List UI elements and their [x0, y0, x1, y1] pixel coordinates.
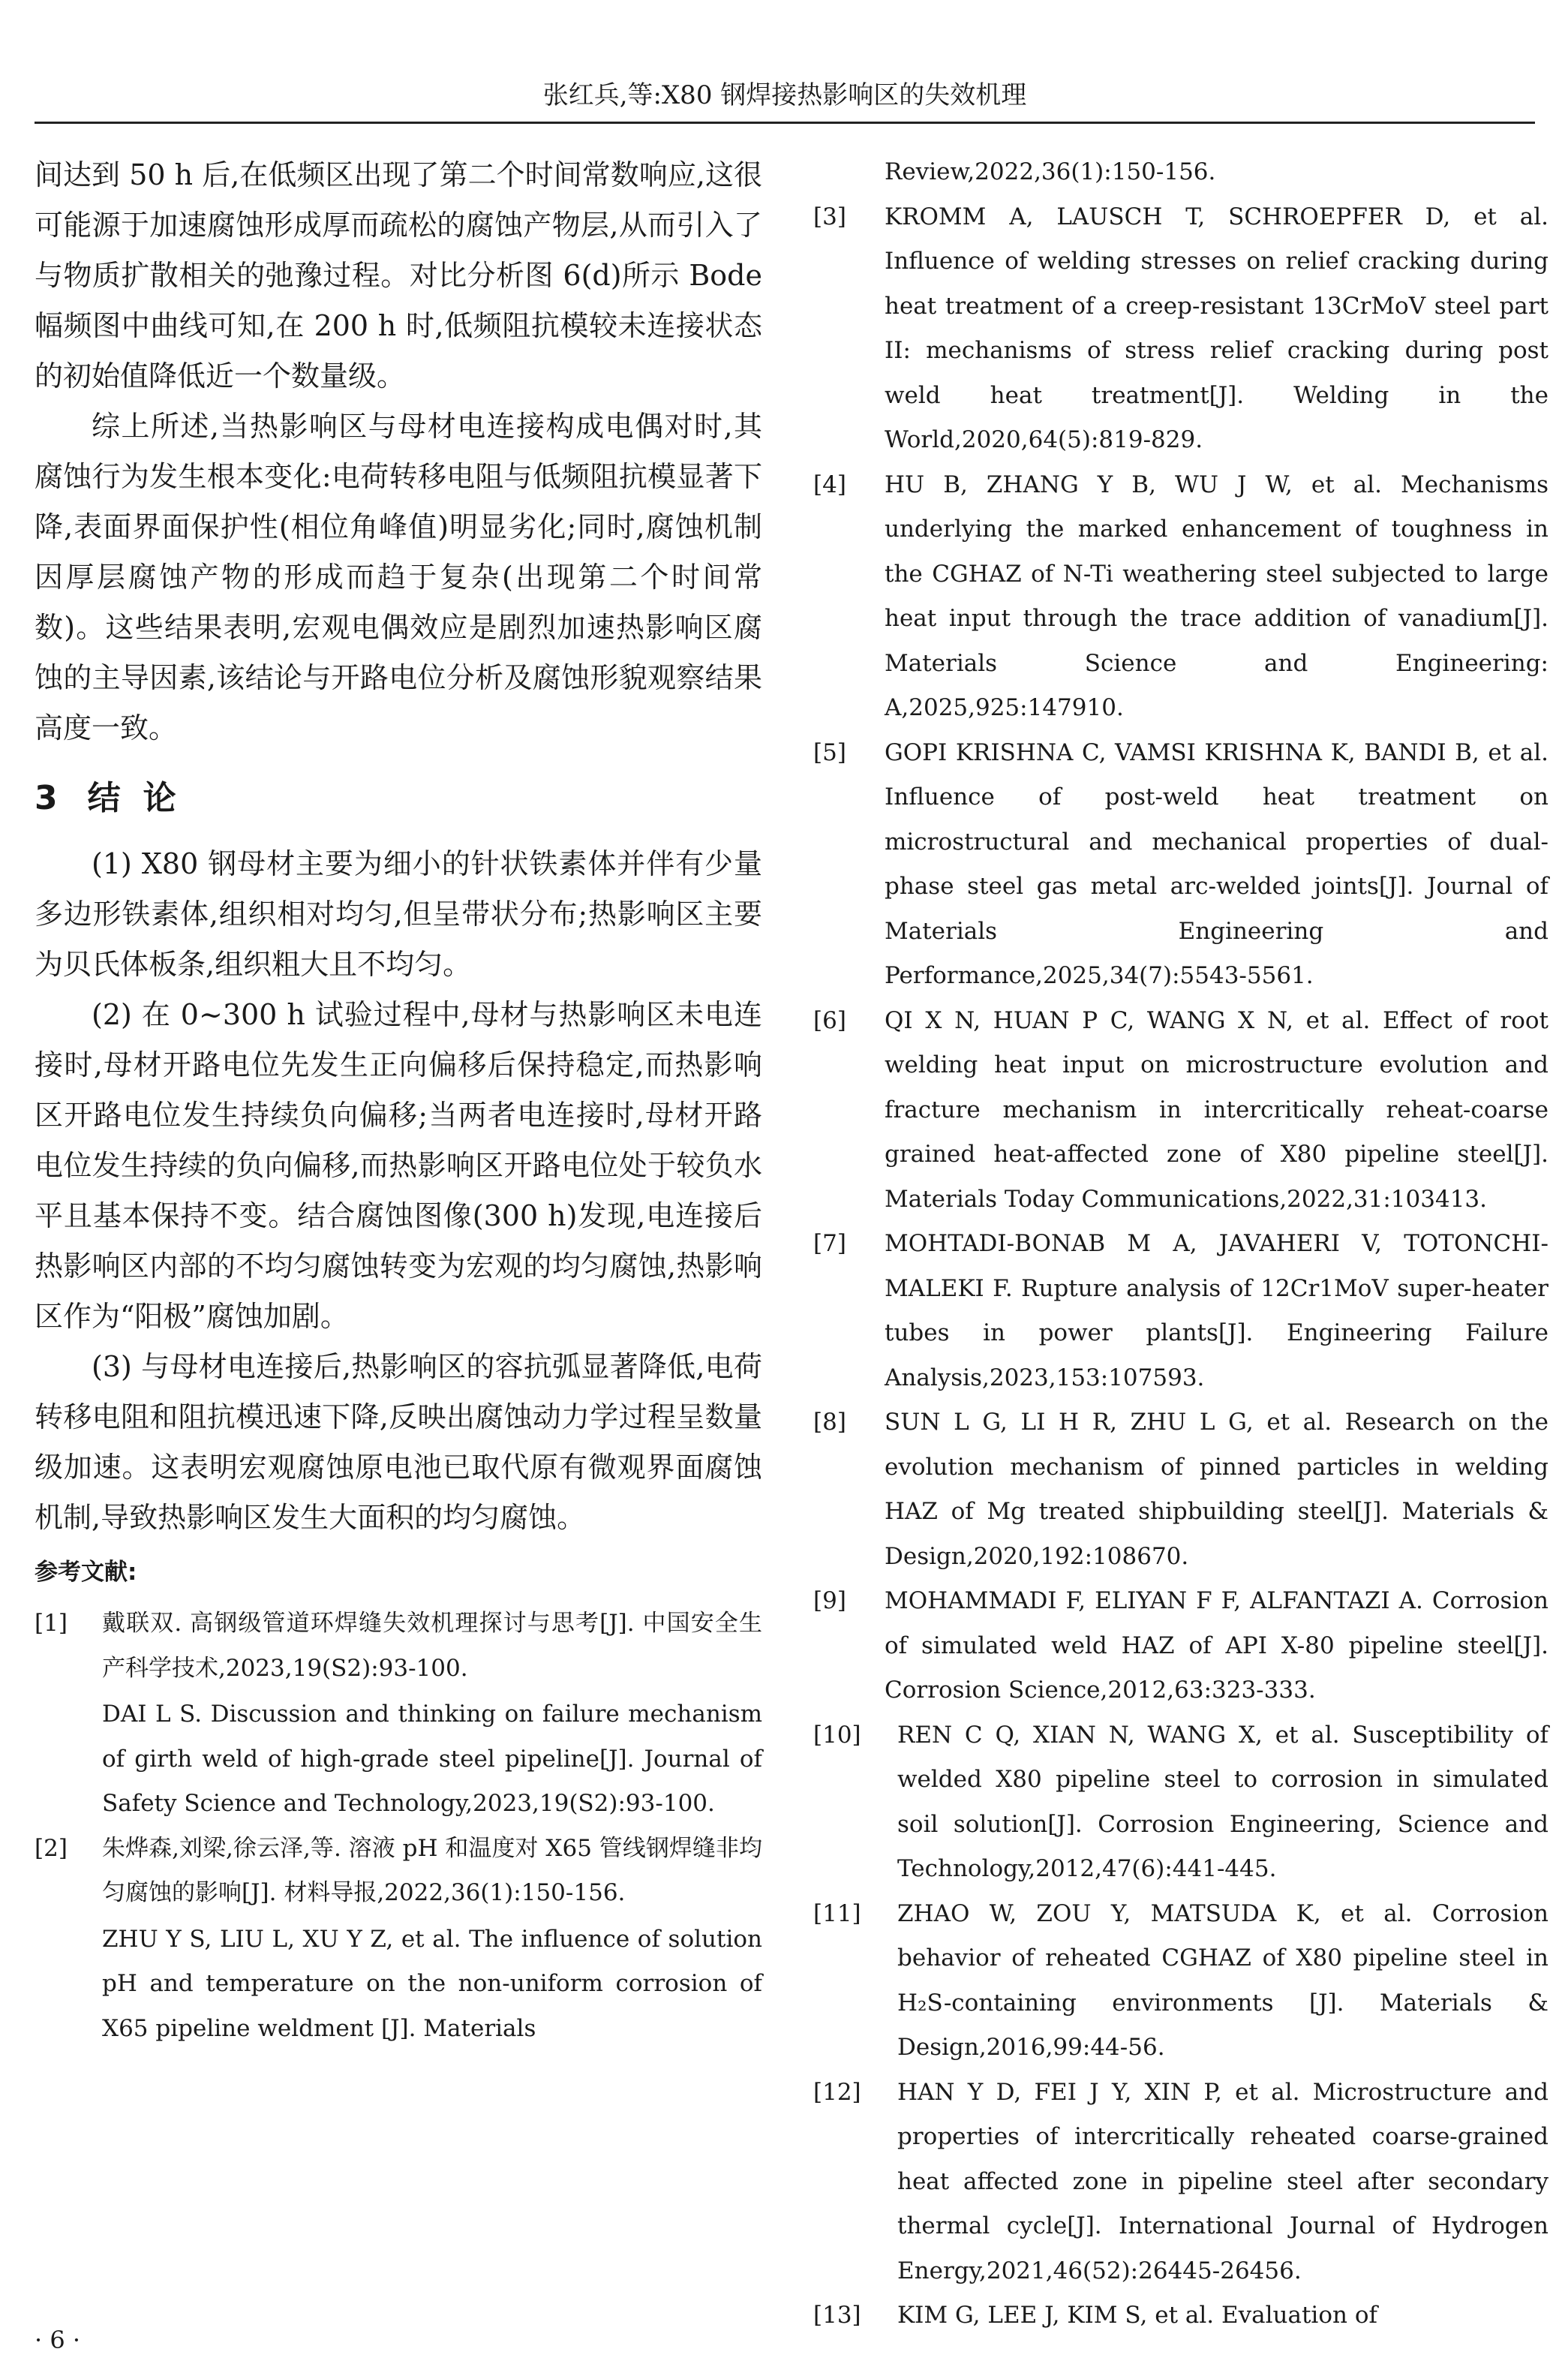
reference-number: [13] [813, 2302, 861, 2329]
reference-number: [11] [813, 1899, 861, 1927]
reference-list-right [813, 195, 1548, 2338]
conclusion-item-1: (1) X80 钢母材主要为细小的针状铁素体并伴有少量多边形铁素体,组织相对均匀,但呈带状分布;热影响区主要为贝氏体板条,组织粗大且不均匀。 [35, 847, 762, 981]
reference-number: [4] [813, 471, 846, 498]
reference-text-zh: 戴联双. 高钢级管道环焊缝失效机理探讨与思考[J]. 中国安全生产科学技术,2023,19(S2):93-100. [102, 1610, 762, 1682]
reference-item [35, 1602, 762, 1827]
left-column [35, 150, 762, 2051]
section-title: 结论 [87, 779, 199, 817]
section-heading-conclusions [35, 776, 762, 821]
reference-text: MOHTADI-BONAB M A, JAVAHERI V, TOTONCHI-MALEKI F. Rupture analysis of 12Cr1MoV super-heater tubes in power plants[J]. Engineering Failure Analysis,2023,153:107593. [885, 1230, 1548, 1391]
body-paragraph-summary: 综上所述,当热影响区与母材电连接构成电偶对时,其腐蚀行为发生根本变化:电荷转移电阻与低频阻抗模显著下降,表面界面保护性(相位角峰值)明显劣化;同时,腐蚀机制因厚层腐蚀产物的形成而趋于复杂(出现第二个时间常数)。这些结果表明,宏观电偶效应是剧烈加速热影响区腐蚀的主导因素,该结论与开路电位分析及腐蚀形貌观察结果高度一致。 [35, 410, 762, 744]
reference-text-zh: 朱烨森,刘梁,徐云泽,等. 溶液 pH 和温度对 X65 管线钢焊缝非均匀腐蚀的影响[J]. 材料导报,2022,36(1):150-156. [102, 1834, 762, 1906]
reference-text: HAN Y D, FEI J Y, XIN P, et al. Microstructure and properties of intercritically reheated coarse-grained heat affected zone in pipeline steel after secondary thermal cycle[J]. International Journal of Hydrogen Energy,2021,46(52):26445-26456. [897, 2078, 1548, 2284]
reference-item [813, 2293, 1548, 2338]
reference-number: [7] [813, 1230, 846, 1257]
reference-number: [8] [813, 1409, 846, 1436]
reference-item [813, 463, 1548, 731]
reference-number: [1] [35, 1610, 68, 1637]
reference-text: QI X N, HUAN P C, WANG X N, et al. Effect of root welding heat input on microstructure evolution and fracture mechanism in intercritically reheat-coarse grained heat-affected zone of X80 pipeline steel[J]. Materials Today Communications,2022,31:103413. [885, 1006, 1548, 1213]
section-number: 3 [35, 779, 58, 817]
reference-text: MOHAMMADI F, ELIYAN F F, ALFANTAZI A. Corrosion of simulated weld HAZ of API X-80 pipeline steel[J]. Corrosion Science,2012,63:323-333. [885, 1587, 1548, 1704]
reference-item [813, 1222, 1548, 1400]
reference-item [813, 999, 1548, 1223]
body-paragraph-continued: 间达到 50 h 后,在低频区出现了第二个时间常数响应,这很可能源于加速腐蚀形成厚而疏松的腐蚀产物层,从而引入了与物质扩散相关的弛豫过程。对比分析图 6(d)所示 Bode 幅频图中曲线可知,在 200 h 时,低频阻抗模较未连接状态的初始值降低近一个数量级。 [35, 158, 762, 392]
reference-text: GOPI KRISHNA C, VAMSI KRISHNA K, BANDI B, et al. Influence of post-weld heat treatment on microstructural and mechanical properties of dual-phase steel gas metal arc-welded joints[J]. Journal of Materials Engineering and Performance,2025,34(7):5543-5561. [885, 738, 1548, 989]
reference-text: KROMM A, LAUSCH T, SCHROEPFER D, et al. Influence of welding stresses on relief cracking during heat treatment of a creep-resistant 13CrMoV steel part II: mechanisms of stress relief cracking during post weld heat treatment[J]. Welding in the World,2020,64(5):819-829. [885, 203, 1548, 453]
reference-number: [3] [813, 203, 846, 230]
reference-item [813, 195, 1548, 463]
page-number: · 6 · [35, 2326, 81, 2354]
reference-continuation: Review,2022,36(1):150-156. [885, 158, 1216, 185]
reference-item [813, 1892, 1548, 2071]
references-heading: 参考文献: [35, 1559, 137, 1586]
reference-list-left [35, 1602, 762, 2051]
reference-item [813, 1713, 1548, 1892]
reference-text: REN C Q, XIAN N, WANG X, et al. Susceptibility of welded X80 pipeline steel to corrosion in simulated soil solution[J]. Corrosion Engineering, Science and Technology,2012,47(6):441-445. [897, 1721, 1548, 1882]
reference-number: [2] [35, 1834, 68, 1862]
reference-item [35, 1827, 762, 2052]
reference-text: KIM G, LEE J, KIM S, et al. Evaluation of [897, 2302, 1377, 2329]
reference-text: HU B, ZHANG Y B, WU J W, et al. Mechanisms underlying the marked enhancement of toughness in the CGHAZ of N-Ti weathering steel subjected to large heat input through the trace addition of vanadium[J]. Materials Science and Engineering: A,2025,925:147910. [885, 471, 1548, 721]
right-column [813, 150, 1548, 2338]
conclusion-item-3: (3) 与母材电连接后,热影响区的容抗弧显著降低,电荷转移电阻和阻抗模迅速下降,反映出腐蚀动力学过程呈数量级加速。这表明宏观腐蚀原电池已取代原有微观界面腐蚀机制,导致热影响区发生大面积的均匀腐蚀。 [35, 1350, 762, 1534]
conclusion-item-2: (2) 在 0~300 h 试验过程中,母材与热影响区未电连接时,母材开路电位先发生正向偏移后保持稳定,而热影响区开路电位发生持续负向偏移;当两者电连接时,母材开路电位发生持续的负向偏移,而热影响区开路电位处于较负水平且基本保持不变。结合腐蚀图像(300 h)发现,电连接后热影响区内部的不均匀腐蚀转变为宏观的均匀腐蚀,热影响区作为“阳极”腐蚀加剧。 [35, 998, 762, 1333]
reference-item [813, 1579, 1548, 1713]
running-header: 张红兵,等:X80 钢焊接热影响区的失效机理 [542, 80, 1027, 110]
reference-number: [5] [813, 738, 846, 766]
reference-text: ZHAO W, ZOU Y, MATSUDA K, et al. Corrosion behavior of reheated CGHAZ of X80 pipeline steel in H₂S-containing environments [J]. Materials & Design,2016,99:44-56. [897, 1899, 1548, 2061]
reference-item [813, 1400, 1548, 1579]
reference-text-en: DAI L S. Discussion and thinking on failure mechanism of girth weld of high-grade steel pipeline[J]. Journal of Safety Science and Technology,2023,19(S2):93-100. [102, 1701, 762, 1817]
reference-text-en: ZHU Y S, LIU L, XU Y Z, et al. The influence of solution pH and temperature on the non-uniform corrosion of X65 pipeline weldment [J]. Materials [102, 1925, 762, 2042]
reference-number: [12] [813, 2078, 861, 2106]
reference-number: [6] [813, 1006, 846, 1034]
reference-number: [10] [813, 1721, 861, 1749]
header-rule [35, 122, 1535, 124]
reference-item [813, 731, 1548, 999]
reference-item [813, 2071, 1548, 2294]
reference-number: [9] [813, 1587, 846, 1614]
reference-text: SUN L G, LI H R, ZHU L G, et al. Research on the evolution mechanism of pinned particles in welding HAZ of Mg treated shipbuilding steel[J]. Materials & Design,2020,192:108670. [885, 1409, 1548, 1570]
